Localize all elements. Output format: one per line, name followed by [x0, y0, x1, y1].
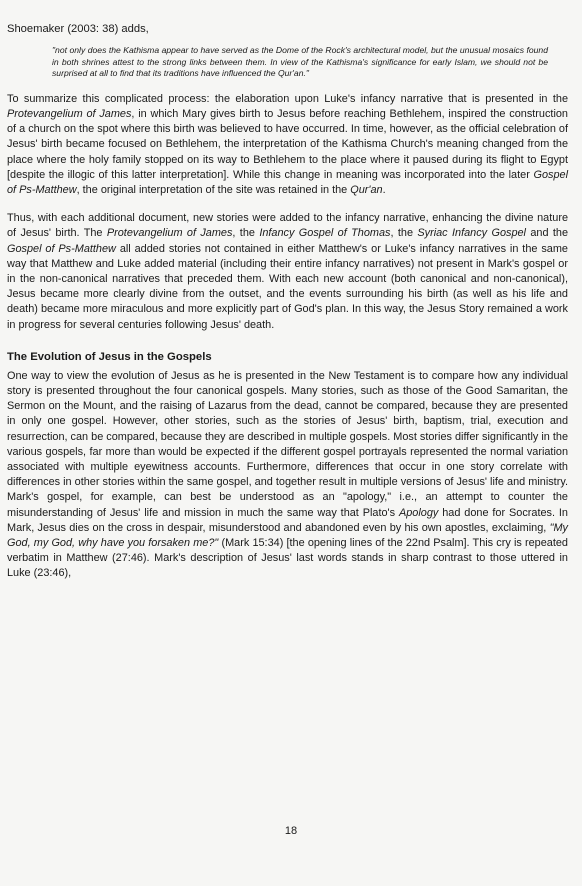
page-number: 18 [284, 825, 298, 837]
title-syriac-infancy: Syriac Infancy Gospel [417, 227, 526, 240]
paragraph-evolution [7, 369, 568, 582]
title-protevangelium: Protevangelium of James [106, 227, 233, 240]
text-run: , the [232, 227, 260, 240]
text-run: One way to view the evolution of Jesus as he is presented in the New Testament is to compare how any individual story is presented throughout the four canonical gospels. Many stories, such as those of the Good Samaritan, the Sermon on the Mount, and the raising of Lazarus from the dead, cannot be compared, because they are presented in only one gospel. However, other stories, such as the stories of Jesus' birth, baptism, trial, execution and resurrection, can be compared, because they are described in multiple gospels. Most stories differ significantly in the various gospels, far more than would be expected if the different gospel portrayals represented the normal variation associated with multiple eyewitness accounts. Furthermore, differences that occur in one story correlate with differences in other stories within the same gospel, and together result in multiple versions of Jesus' life and ministry. Mark's gospel, for example, can best be understood as an "apology," i.e., an attempt to counter the misunderstanding of Jesus' life and mission in much the same way that Plato's [7, 369, 568, 519]
title-infancy-thomas: Infancy Gospel of Thomas [259, 227, 391, 240]
text-run: , the [390, 227, 418, 240]
paragraph-summary [7, 92, 568, 198]
text-run: and the [525, 227, 569, 240]
text-run: all added stories not contained in either Matthew's or Luke's infancy narratives in the same way that Matthew and Luke added material (including their entire infancy narratives) not present in Mark's gospel or in the non-canonical narratives that preceded them. With each new account (both canonical and non-canonical), Jesus became more clearly divine from the outset, and the events surrounding his birth (as well as his life and death) became more miraculous and more explicitly part of God's plan. In this way, the Jesus Story remained a work in progress for several centuries following Jesus' death. [7, 242, 568, 331]
text-run: Thus, with each additional document, new stories were added to the infancy narrative, enhancing the divine nature of Jesus' birth. The [7, 212, 568, 240]
text-run: , the original interpretation of the site was retained in the [76, 184, 351, 196]
section-heading: The Evolution of Jesus in the Gospels [7, 350, 212, 363]
title-ps-matthew: Gospel of Ps-Matthew [7, 168, 568, 196]
text-run: To summarize this complicated process: the elaboration upon Luke's infancy narrative that is presented in the [7, 92, 568, 105]
title-apology: Apology [398, 506, 439, 519]
title-quran: Qur'an [350, 184, 383, 196]
block-quote: "not only does the Kathisma appear to have served as the Dome of the Rock's architectural model, but the unusual mosaics found in both shrines attest to the strong links between them. In view of the Kathisma's significance for early Islam, we should not be surprised at all to find that its traditions have influenced the Qur'an." [52, 45, 548, 79]
text-run: , in which Mary gives birth to Jesus before reaching Bethlehem, inspired the construction of a church on the spot where this birth was believed to have occurred. In time, however, as the official celebration of Jesus' birth became focused on Bethlehem, the interpretation of the Kathisma Church's meaning changed from the place where the holy family stopped on its way to Bethlehem to the place where it paused during its flight to Egypt [despite the illogic of this latter interpretation]. While this change in meaning was incorporated into the later [7, 107, 568, 181]
paragraph-documents [7, 211, 568, 333]
title-ps-matthew: Gospel of Ps-Matthew [7, 242, 116, 255]
text-run: (Mark 15:34) [the opening lines of the 22nd Psalm]. This cry is repeated verbatim in Matthew (27:46). Mark's description of Jesus' last words stands in sharp contrast to those uttered in Luke (23:46), [7, 537, 568, 580]
title-protevangelium: Protevangelium of James [7, 107, 132, 120]
quoted-cry: "My God, my God, why have you forsaken me?" [7, 521, 568, 550]
text-run: had done for Socrates. In Mark, Jesus dies on the cross in despair, misunderstood and abandoned even by his own apostles, exclaiming, [7, 506, 568, 534]
intro-line: Shoemaker (2003: 38) adds, [7, 23, 149, 35]
text-run: . [382, 184, 386, 196]
